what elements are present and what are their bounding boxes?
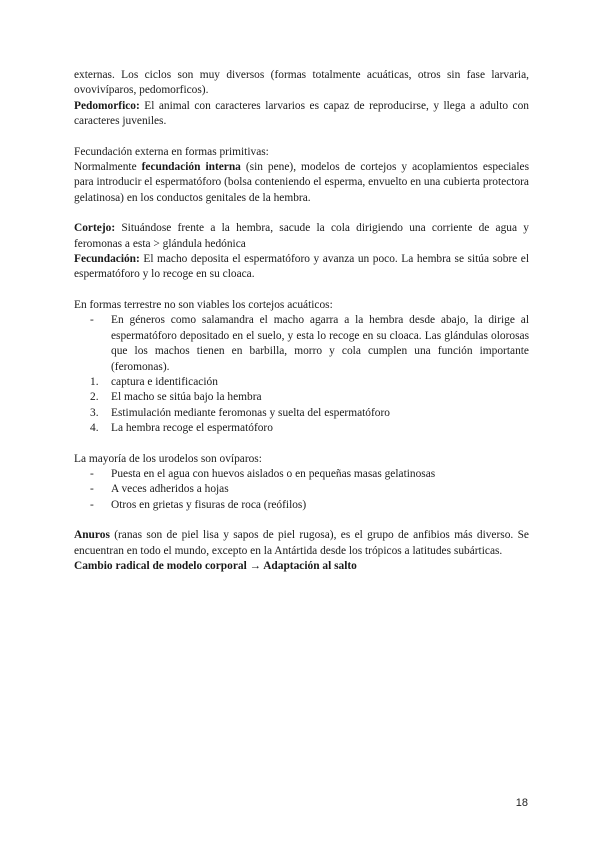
list-item: - En géneros como salamandra el macho agarra a la hembra desde abajo, la dirige al espermatóforo depositado en el suelo, y esta lo recoge en su cloaca. Las glándulas olorosas que los machos tienen en barbilla, morro y cola cumplen una función importante (feromonas). bbox=[74, 313, 529, 375]
paragraph-cortejo: Cortejo: Situándose frente a la hembra, sacude la cola dirigiendo una corriente de agua y feromonas a esta > glándula hedónica bbox=[74, 222, 529, 250]
paragraph-anuros: Anuros (ranas son de piel lisa y sapos de piel rugosa), es el grupo de anfibios más diverso. Se encuentran en todo el mundo, excepto en la Antártida desde los trópicos a latitudes subárticas. bbox=[74, 529, 529, 557]
bullet-list-terrestres bbox=[74, 313, 529, 375]
list-item: - Otros en grietas y fisuras de roca (reófilos) bbox=[74, 498, 529, 513]
page-number: 18 bbox=[515, 797, 528, 809]
list-item: 4. La hembra recoge el espermatóforo bbox=[90, 422, 273, 435]
spacer bbox=[74, 437, 529, 452]
numbered-list-steps bbox=[74, 375, 529, 437]
spacer bbox=[74, 206, 529, 221]
list-item: - A veces adheridos a hojas bbox=[74, 482, 529, 497]
paragraph-life-cycles: externas. Los ciclos son muy diversos (formas totalmente acuáticas, otros sin fase larvaria, ovovivíparos, pedomorficos). bbox=[74, 69, 529, 97]
term-pedomorfico: Pedomorfico: bbox=[74, 99, 140, 112]
list-item: 3. Estimulación mediante feromonas y suelta del espermatóforo bbox=[90, 406, 390, 419]
spacer bbox=[74, 130, 529, 145]
list-item: 1. captura e identificación bbox=[90, 375, 218, 388]
spacer bbox=[74, 283, 529, 298]
paragraph-fecundacion: Fecundación: El macho deposita el espermatóforo y avanza un poco. La hembra se sitúa sobre el espermatóforo y lo recoge en su cloaca. bbox=[74, 253, 529, 281]
heading-formas-terrestres: En formas terrestre no son viables los cortejos acuáticos: bbox=[74, 298, 333, 311]
document-body bbox=[74, 68, 529, 574]
paragraph-fecundacion-interna: Normalmente fecundación interna (sin pene), modelos de cortejos y acoplamientos especiales para introducir el espermatóforo (bolsa conteniendo el esperma, envuelto en una cubierta protectora gelatinosa) en los conductos genitales de la hembra. bbox=[74, 161, 530, 204]
bullet-list-urodelos bbox=[74, 467, 529, 513]
paragraph-pedomorfico: Pedomorfico: El animal con caracteres larvarios es capaz de reproducirse, y llega a adulto con caracteres juveniles. bbox=[74, 99, 529, 128]
term-fecundacion: Fecundación: bbox=[74, 253, 140, 266]
heading-urodelos: La mayoría de los urodelos son ovíparos: bbox=[74, 452, 262, 465]
term-fecundacion-interna: fecundación interna bbox=[141, 161, 241, 174]
list-item: - Puesta en el agua con huevos aislados o en pequeñas masas gelatinosas bbox=[74, 467, 529, 482]
term-cortejo: Cortejo: bbox=[74, 222, 116, 235]
term-anuros: Anuros bbox=[74, 529, 110, 542]
spacer bbox=[74, 513, 529, 528]
list-item: 2. El macho se sitúa bajo la hembra bbox=[90, 391, 262, 404]
paragraph-cambio-radical: Cambio radical de modelo corporal → Adaptación al salto bbox=[74, 559, 357, 572]
heading-fecundacion-externa: Fecundación externa en formas primitivas: bbox=[74, 145, 269, 158]
